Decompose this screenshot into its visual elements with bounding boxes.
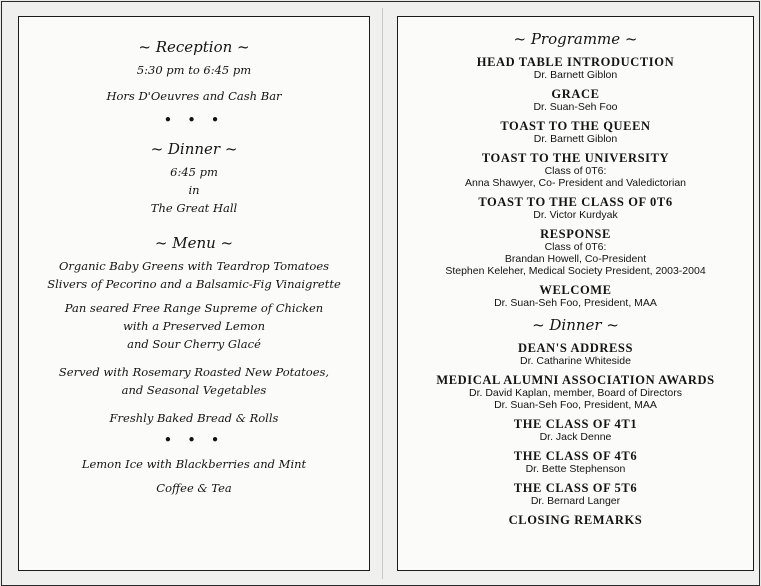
programme-item-detail: Class of 0T6: [544,165,607,177]
reception-detail: Hors D'Oeuvres and Cash Bar [106,89,282,103]
programme-item [398,283,753,309]
programme-item-title: GRACE [551,87,600,101]
programme-list [398,55,753,309]
programme-item [398,227,753,277]
programme-item-detail: Dr. Jack Denne [539,431,612,443]
brochure-spread [1,1,760,586]
programme-item-detail: Dr. Barnett Giblon [533,133,618,145]
separator-dots: • • • [163,431,225,449]
programme-item-detail: Dr. Bernard Langer [530,495,621,507]
programme-item [398,481,753,507]
programme-item-title: THE CLASS OF 4T1 [513,417,638,431]
programme-item-detail: Dr. Victor Kurdyak [533,209,618,221]
menu-line: and Sour Cherry Glacé [127,337,261,351]
menu-line: and Seasonal Vegetables [121,383,267,397]
dinner-heading-programme: ~ Dinner ~ [532,316,619,334]
programme-item-title: HEAD TABLE INTRODUCTION [476,55,675,69]
menu-line: Pan seared Free Range Supreme of Chicken [64,301,324,315]
programme-item-title: MEDICAL ALUMNI ASSOCIATION AWARDS [436,373,715,387]
menu-dessert: Lemon Ice with Blackberries and Mint [81,457,307,471]
programme-item-detail: Dr. Suan-Seh Foo, President, MAA [494,399,657,411]
programme-item-detail: Dr. Barnett Giblon [533,69,618,81]
fold-line [382,8,383,579]
menu-line: Served with Rosemary Roasted New Potatoes, [58,365,330,379]
programme-item [398,55,753,81]
programme-item-title: TOAST TO THE CLASS OF 0T6 [478,195,673,209]
dinner-in: in [188,183,200,197]
programme-item-detail: Dr. Bette Stephenson [525,463,626,475]
programme-item [398,195,753,221]
programme-item-detail: Class of 0T6: [544,241,607,253]
programme-item [398,87,753,113]
menu-heading: ~ Menu ~ [154,234,234,252]
programme-panel [397,16,754,571]
programme-item-title: WELCOME [539,283,612,297]
menu-line: Slivers of Pecorino and a Balsamic-Fig Vinaigrette [47,277,341,291]
menu-panel [18,16,370,571]
menu-course-salad [19,257,369,293]
programme-item-detail: Stephen Keleher, Medical Society President, 2003-2004 [445,265,706,277]
programme-item-detail: Dr. Catharine Whiteside [520,355,631,367]
dinner-place: The Great Hall [150,201,238,215]
menu-drinks: Coffee & Tea [156,481,232,495]
menu-course-chicken [19,299,369,353]
programme-item [398,513,753,527]
programme-item [398,151,753,189]
menu-bread: Freshly Baked Bread & Rolls [109,411,279,425]
separator-dots: • • • [163,111,225,129]
reception-heading: ~ Reception ~ [138,38,250,56]
programme-list-after-dinner [398,341,753,527]
programme-item-detail: Dr. David Kaplan, member, Board of Directors [468,387,682,399]
programme-item-title: CLOSING REMARKS [508,513,643,527]
dinner-heading: ~ Dinner ~ [150,140,238,158]
dinner-time: 6:45 pm [170,165,218,179]
menu-line: with a Preserved Lemon [123,319,265,333]
programme-item-detail: Anna Shawyer, Co- President and Valedictorian [464,177,687,189]
reception-time: 5:30 pm to 6:45 pm [136,63,252,77]
programme-item [398,119,753,145]
programme-item-title: DEAN'S ADDRESS [517,341,634,355]
programme-item-title: THE CLASS OF 5T6 [513,481,638,495]
programme-item [398,373,753,411]
programme-item [398,341,753,367]
programme-item [398,449,753,475]
programme-heading: ~ Programme ~ [513,30,638,48]
programme-item-detail: Dr. Suan-Seh Foo [533,101,618,113]
programme-item-detail: Brandan Howell, Co-President [504,253,647,265]
programme-item-title: RESPONSE [540,227,611,241]
programme-item-title: THE CLASS OF 4T6 [513,449,638,463]
menu-line: Organic Baby Greens with Teardrop Tomatoes [58,259,330,273]
programme-item-title: TOAST TO THE UNIVERSITY [481,151,670,165]
programme-item [398,417,753,443]
menu-course-sides [19,363,369,399]
programme-item-title: TOAST TO THE QUEEN [500,119,651,133]
programme-item-detail: Dr. Suan-Seh Foo, President, MAA [494,297,657,309]
